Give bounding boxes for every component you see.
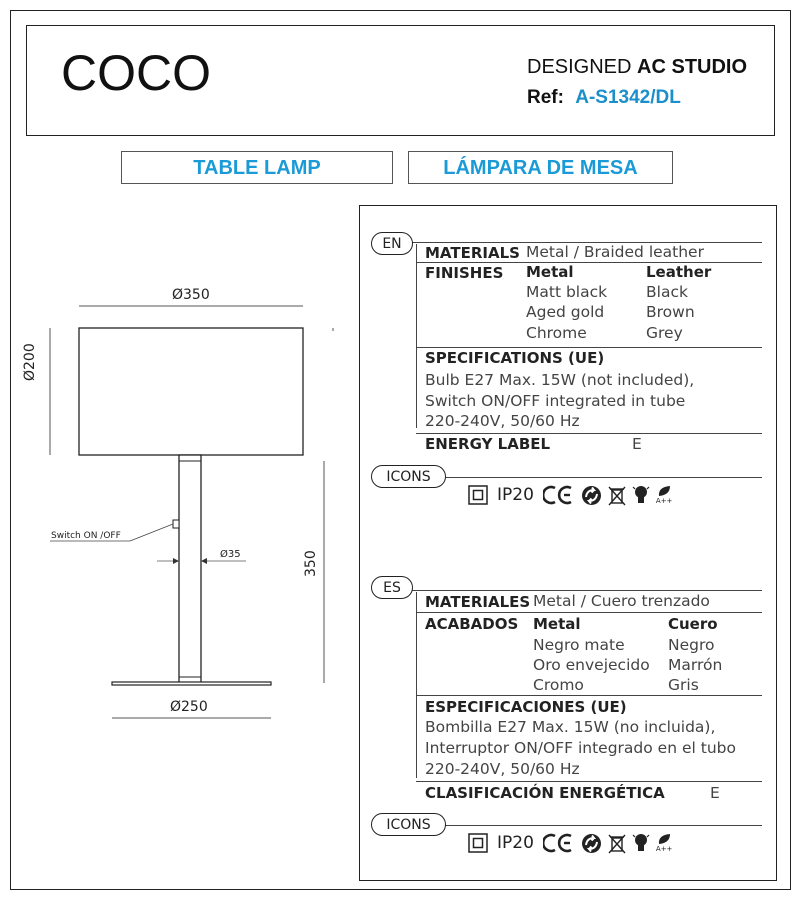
shade-diameter-label: Ø350 (172, 287, 210, 303)
lamp-tube (179, 455, 201, 683)
recycle-green-dot-icon (581, 484, 602, 506)
led-bulb-icon (632, 832, 650, 854)
lamp-shade (79, 328, 303, 455)
en-finish-col2-item: Brown (646, 303, 695, 321)
es-finish-col2-item: Marrón (668, 656, 723, 674)
ip-rating: IP20 (497, 485, 534, 505)
en-finish-col2-item: Grey (646, 324, 683, 342)
es-spec-line: Bombilla E27 Max. 15W (no incluida), (425, 718, 716, 736)
es-finish-col1-item: Negro mate (533, 636, 625, 654)
class-ii-double-square-icon (468, 832, 488, 854)
es-icons-row (468, 831, 672, 855)
switch-knob (173, 520, 179, 528)
es-materials-value: Metal / Cuero trenzado (533, 592, 710, 610)
es-energy-value: E (710, 784, 720, 802)
en-finish-col1-item: Matt black (526, 283, 608, 301)
crossed-bin-weee-icon (608, 484, 626, 506)
ce-mark-icon (543, 832, 575, 854)
designer-name: AC STUDIO (637, 56, 748, 78)
en-materials-value: Metal / Braided leather (526, 243, 704, 261)
es-spec-label: ESPECIFICACIONES (UE) (425, 698, 627, 716)
en-finish-col1-head: Metal (526, 263, 574, 281)
es-spec-line: Interruptor ON/OFF integrado en el tubo (425, 739, 736, 757)
en-spec-label: SPECIFICATIONS (UE) (425, 349, 605, 367)
energy-leaf-icon (656, 484, 673, 506)
base-diameter-label: Ø250 (170, 699, 208, 715)
energy-icon-text: A++ (655, 845, 673, 853)
title-es: LÁMPARA DE MESA (408, 151, 673, 184)
es-materials-label: MATERIALES (425, 593, 531, 611)
switch-label: Switch ON /OFF (51, 531, 121, 541)
es-finishes-label: ACABADOS (425, 615, 519, 633)
designed-prefix: DESIGNED (527, 56, 632, 78)
energy-leaf-icon (656, 832, 673, 854)
tube-diameter-label: Ø35 (220, 549, 241, 560)
crossed-bin-weee-icon (608, 832, 626, 854)
es-spec-line: 220-240V, 50/60 Hz (425, 760, 580, 778)
en-energy-value: E (632, 435, 642, 453)
recycle-green-dot-icon (581, 832, 602, 854)
es-finish-col2-item: Negro (668, 636, 715, 654)
lamp-base (112, 682, 271, 685)
en-energy-label: ENERGY LABEL (425, 435, 551, 453)
switch-leader-line (130, 524, 173, 541)
lamp-technical-drawing (0, 0, 360, 900)
ref-code: A-S1342/DL (575, 87, 681, 108)
class-ii-double-square-icon (468, 484, 488, 506)
ref-label: Ref: (527, 87, 564, 108)
reference-line (527, 87, 681, 109)
es-icons-badge: ICONS (371, 813, 446, 836)
en-spec-line: Bulb E27 Max. 15W (not included), (425, 371, 695, 389)
es-finish-col1-head: Metal (533, 615, 581, 633)
designer-line (527, 56, 747, 79)
es-finish-col2-head: Cuero (668, 615, 718, 633)
en-spec-line: 220-240V, 50/60 Hz (425, 412, 580, 430)
es-finish-col1-item: Oro envejecido (533, 656, 650, 674)
ip-rating: IP20 (497, 833, 534, 853)
shade-height-label: Ø200 (22, 343, 38, 381)
es-finish-col1-item: Cromo (533, 676, 584, 694)
en-materials-label: MATERIALS (425, 244, 520, 262)
en-finish-col2-head: Leather (646, 263, 712, 281)
en-finish-col2-item: Black (646, 283, 688, 301)
en-badge: EN (371, 232, 413, 255)
spec-panel (359, 205, 777, 881)
energy-icon-text: A++ (655, 497, 673, 505)
en-finishes-label: FINISHES (425, 264, 504, 282)
product-name: COCO (61, 45, 211, 101)
led-bulb-icon (632, 484, 650, 506)
en-icons-row (468, 483, 672, 507)
title-en: TABLE LAMP (121, 151, 393, 184)
es-finish-col2-item: Gris (668, 676, 699, 694)
es-badge: ES (371, 576, 413, 599)
en-finish-col1-item: Aged gold (526, 303, 605, 321)
en-finish-col1-item: Chrome (526, 324, 587, 342)
ce-mark-icon (543, 484, 575, 506)
total-height-label: 350 (303, 550, 319, 577)
en-spec-line: Switch ON/OFF integrated in tube (425, 392, 686, 410)
en-icons-badge: ICONS (371, 465, 446, 488)
es-energy-label: CLASIFICACIÓN ENERGÉTICA (425, 784, 665, 802)
